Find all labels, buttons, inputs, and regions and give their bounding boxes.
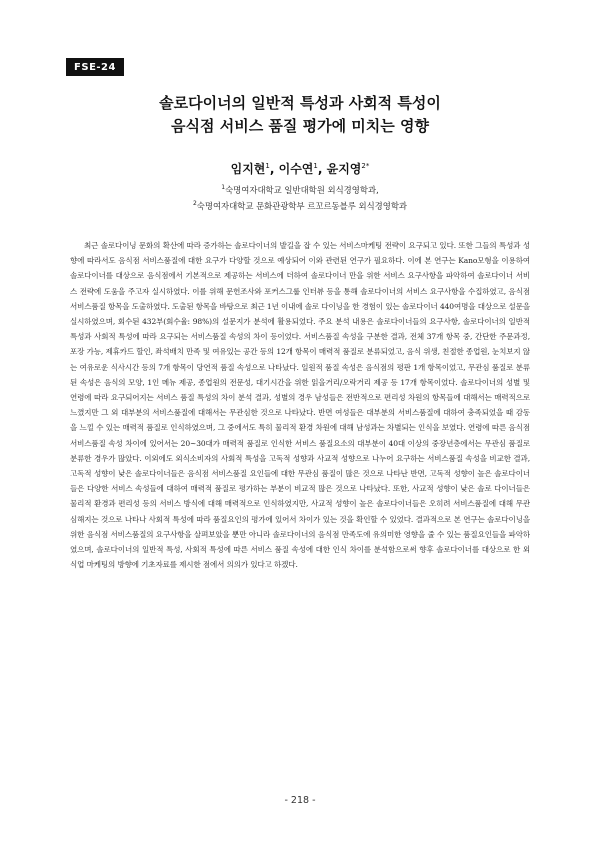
- paper-title-line-2: 음식점 서비스 품질 평가에 미치는 영향: [171, 117, 429, 135]
- affiliation-line: [0, 197, 600, 213]
- author-name: 이수연: [278, 162, 314, 176]
- author-list: [0, 160, 600, 177]
- affiliation-line: [0, 181, 600, 197]
- author-separator: ,: [317, 162, 327, 176]
- paper-title: [0, 92, 600, 138]
- abstract-body: 최근 솔로다이닝 문화의 확산에 따라 증가하는 솔로다이너의 발길을 잡 수 있는 서비스마케팅 전략이 요구되고 있다. 또한 그들의 특성과 성향에 따라서도 음식점 서비스품질에 대한 요구가 다양할 것으로 예상되어 이와 관련된 연구가 필요하다. 이에 본 연구는 Kano모형을 이용하여 솔로다이너를 대상으로 음식점에서 기본적으로 제공하는 서비스에 더하여 솔로다이너 만을 위한 서비스 요구사항을 파악하여 솔로다이너 서비스 전략에 도움을 주고자 실시하였다. 이를 위해 문헌조사와 포커스그룹 인터뷰 등을 통해 솔로다이너의 서비스 요구사항을 수집하였고, 음식점 서비스품질 항목을 도출하였다. 도출된 항목을 바탕으로 최근 1년 이내에 솔로 다이닝을 한 경험이 있는 솔로다이너 440여명을 대상으로 설문을 실시하였으며, 회수된 432부(회수율: 98%)의 설문지가 분석에 활용되었다. 주요 분석 내용은 솔로다이너들의 요구사항, 솔로다이너의 일반적 특성과 사회적 특성에 따라 요구되는 서비스품질 속성의 차이 등이었다. 서비스품질 속성을 구분한 결과, 전체 37개 항목 중, 간단한 주문과정, 포장 가능, 제휴카드 할인, 좌석배치 만족 및 여유있는 공간 등의 12개 항목이 매력적 품질로 분류되었고, 음식 위생, 친절한 종업원, 눈치보지 않는 여유로운 식사시간 등의 7개 항목이 당연적 품질 속성으로 나타났다. 일원적 품질 속성은 음식점의 평판 1개 항목이었고, 무관심 품질로 분류된 속성은 음식의 모양, 1인 메뉴 제공, 종업원의 전문성, 대기시간을 위한 읽을거리/오락거리 제공 등 17개 항목이었다. 솔로다이너의 성별 및 연령에 따라 요구되어지는 서비스 품질 특성의 차이 분석 결과, 성별의 경우 남성들은 전반적으로 편리성 차원의 항목들에 대해서는 매력적으로 느꼈지만 그 외 대부분의 서비스품질에 대해서는 무관심한 것으로 나타났다. 반면 여성들은 대부분의 서비스품질에 대하여 충족되었을 때 감동을 느낄 수 있는 매력적 품질로 인식하였으며, 그 중에서도 특히 물리적 환경 차원에 대해 남성과는 차별되는 인식을 보였다. 연령에 따른 음식점 서비스품질 속성 차이에 있어서는 20~30대가 매력적 품질로 인식한 서비스 품질요소의 대부분이 40대 이상의 중장년층에서는 무관심 품질로 분류한 경우가 많았다. 이외에도 외식소비자의 사회적 특성을 고독적 성향과 사교적 성향으로 나누어 요구하는 서비스품질 속성을 비교한 결과, 고독적 성향이 낮은 솔로다이너들은 음식점 서비스품질 요인들에 대한 무관심 품질이 많은 것으로 나타난 반면, 고독적 성향이 높은 솔로다이너들은 다양한 서비스 속성들에 대하여 매력적 품질로 평가하는 부분이 비교적 많은 것으로 나타났다. 또한, 사교적 성향이 낮은 솔로 다이너들은 물리적 환경과 편리성 등의 서비스 방식에 대해 매력적으로 인식하였지만, 사교적 성향이 높은 솔로다이너들은 오히려 서비스품질에 대해 무관심해지는 것으로 나타나 사회적 특성에 따라 품질요인의 평가에 있어서 차이가 있는 것을 확인할 수 있었다. 결과적으로 본 연구는 솔로다이닝을 위한 음식점 서비스품질의 요구사항을 살펴보았을 뿐만 아니라 솔로다이너의 음식점 만족도에 유의미한 영향을 줄 수 있는 품질요인들을 파악하였으며, 솔로다이너의 일반적 특성, 사회적 특성에 따른 서비스 품질 속성에 대한 인식 차이를 분석함으로써 향후 솔로다이너를 대상으로 한 외식업 마케팅의 방향에 기초자료를 제시한 점에서 의의가 있다고 하겠다.: [70, 241, 530, 570]
- affiliation-list: [0, 181, 600, 213]
- affiliation-text: 숙명여자대학교 문화관광학부 르꼬르동블루 외식경영학과: [196, 200, 408, 211]
- author-affiliation-mark: 1: [265, 162, 270, 170]
- paper-title-line-1: 솔로다이너의 일반적 특성과 사회적 특성이: [159, 94, 441, 112]
- session-code-badge: FSE-24: [66, 58, 124, 76]
- affiliation-mark: 1: [221, 184, 226, 191]
- author-affiliation-mark: 1: [313, 162, 318, 170]
- author-affiliation-mark: 2*: [361, 162, 370, 170]
- author-name: 윤지영: [326, 162, 362, 176]
- author-name: 임지현: [230, 162, 266, 176]
- affiliation-text: 숙명여자대학교 일반대학원 외식경영학과,: [225, 184, 379, 195]
- author-separator: ,: [269, 162, 279, 176]
- page-number: - 218 -: [284, 795, 316, 806]
- affiliation-mark: 2: [192, 199, 197, 207]
